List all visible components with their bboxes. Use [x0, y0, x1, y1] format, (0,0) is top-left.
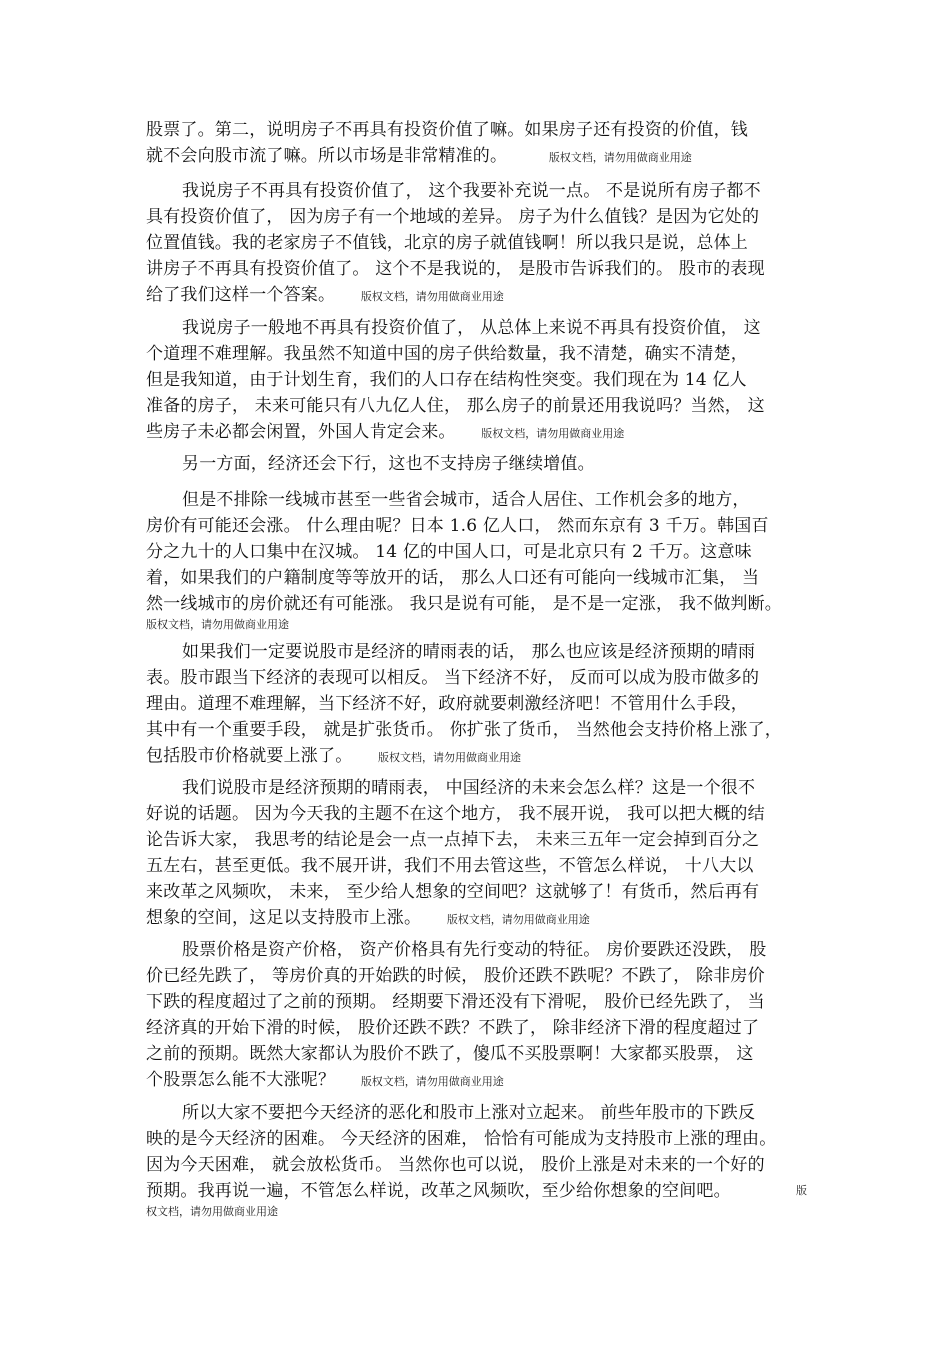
text-line: 映的是今天经济的困难。 今天经济的困难， 恰恰有可能成为支持股市上涨的理由。	[146, 1129, 777, 1149]
text-line: 来改革之风频吹， 未来， 至少给人想象的空间吧？这就够了！有货币，然后再有	[146, 882, 760, 902]
text-line: 位置值钱。我的老家房子不值钱，北京的房子就值钱啊！所以我只是说，总体上	[146, 233, 748, 253]
text-line: 但是不排除一线城市甚至一些省会城市，适合人居住、工作机会多的地方，	[182, 490, 750, 510]
paragraph	[146, 775, 806, 931]
text-line: 另一方面，经济还会下行，这也不支持房子继续增值。	[182, 454, 595, 474]
text-line: 准备的房子， 未来可能只有八九亿人住， 那么房子的前景还用我说吗？当然， 这	[146, 396, 765, 416]
text-line: 想象的空间，这足以支持股市上涨。	[146, 908, 422, 928]
text-line: 预期。我再说一遍，不管怎么样说，改革之风频吹，至少给你想象的空间吧。	[146, 1181, 731, 1201]
text-line: 我说房子一般地不再具有投资价值了， 从总体上来说不再具有投资价值， 这	[182, 318, 761, 338]
copyright-watermark: 版权文档，请勿用做商业用途	[146, 618, 289, 631]
text-line: 房价有可能还会涨。 什么理由呢？日本 1.6 亿人口， 然而东京有 3 千万。韩国百	[146, 516, 769, 536]
paragraph	[146, 315, 806, 445]
text-line: 给了我们这样一个答案。	[146, 285, 336, 305]
text-line-with-watermark	[146, 282, 806, 308]
text-line: 具有投资价值了， 因为房子有一个地域的差异。 房子为什么值钱？是因为它处的	[146, 207, 760, 227]
text-line-with-watermark	[146, 419, 806, 445]
copyright-watermark-head: 版	[796, 1184, 807, 1197]
paragraph	[146, 639, 806, 769]
text-line: 之前的预期。既然大家都认为股价不跌了，傻瓜不买股票啊！大家都买股票， 这	[146, 1044, 754, 1064]
text-line: 些房子未必都会闲置，外国人肯定会来。	[146, 422, 456, 442]
text-line: 因为今天困难， 就会放松货币。 当然你也可以说， 股价上涨是对未来的一个好的	[146, 1155, 765, 1175]
paragraph	[146, 487, 806, 633]
text-line: 讲房子不再具有投资价值了。 这个不是我说的， 是股市告诉我们的。 股市的表现	[146, 259, 765, 279]
text-line: 着，如果我们的户籍制度等等放开的话， 那么人口还有可能向一线城市汇集， 当	[146, 568, 760, 588]
text-line: 股票了。第二，说明房子不再具有投资价值了嘛。如果房子还有投资的价值，钱	[146, 120, 748, 140]
paragraph	[146, 937, 806, 1093]
text-line: 然一线城市的房价就还有可能涨。 我只是说有可能， 是不是一定涨， 我不做判断。	[146, 594, 783, 614]
text-line: 理由。道理不难理解，当下经济不好，政府就要刺激经济吧！不管用什么手段，	[146, 694, 748, 714]
paragraph	[146, 1100, 806, 1220]
copyright-watermark: 版权文档，请勿用做商业用途	[360, 290, 504, 303]
text-line: 就不会向股市流了嘛。所以市场是非常精准的。	[146, 146, 508, 166]
text-line: 下跌的程度超过了之前的预期。 经期要下滑还没有下滑呢， 股价已经先跌了， 当	[146, 992, 765, 1012]
text-line-with-watermark	[146, 905, 806, 931]
text-line: 股票价格是资产价格， 资产价格具有先行变动的特征。 房价要跌还没跌， 股	[182, 940, 767, 960]
text-line: 经济真的开始下滑的时候， 股价还跌不跌？不跌了， 除非经济下滑的程度超过了	[146, 1018, 760, 1038]
copyright-watermark: 版权文档，请勿用做商业用途	[481, 427, 625, 440]
text-line: 论告诉大家， 我思考的结论是会一点一点掉下去， 未来三五年一定会掉到百分之	[146, 830, 760, 850]
text-line: 个道理不难理解。我虽然不知道中国的房子供给数量，我不清楚，确实不清楚，	[146, 344, 748, 364]
text-line: 我们说股市是经济预期的晴雨表， 中国经济的未来会怎么样？这是一个很不	[182, 778, 756, 798]
paragraph	[146, 117, 806, 169]
text-line: 价已经先跌了， 等房价真的开始跌的时候， 股价还跌不跌呢？不跌了， 除非房价	[146, 966, 765, 986]
text-line: 表。股市跟当下经济的表现可以相反。 当下经济不好， 反而可以成为股市做多的	[146, 668, 760, 688]
text-line: 但是我知道，由于计划生育，我们的人口存在结构性突变。我们现在为 14 亿人	[146, 370, 747, 390]
text-line: 五左右，甚至更低。我不展开讲，我们不用去管这些，不管怎么样说， 十八大以	[146, 856, 754, 876]
copyright-watermark-tail: 权文档，请勿用做商业用途	[146, 1205, 278, 1218]
copyright-watermark: 版权文档，请勿用做商业用途	[378, 751, 522, 764]
text-line: 其中有一个重要手段， 就是扩张货币。 你扩张了货币， 当然他会支持价格上涨了，	[146, 720, 783, 740]
text-line-with-watermark	[146, 143, 806, 169]
text-line: 如果我们一定要说股市是经济的晴雨表的话， 那么也应该是经济预期的晴雨	[182, 642, 756, 662]
text-line: 好说的话题。 因为今天我的主题不在这个地方， 我不展开说， 我可以把大概的结	[146, 804, 765, 824]
paragraph	[146, 178, 806, 308]
text-line: 个股票怎么能不大涨呢？	[146, 1070, 336, 1090]
text-line-with-watermark	[146, 743, 806, 769]
text-line-with-watermark	[146, 1067, 806, 1093]
paragraph	[146, 451, 806, 477]
text-line-with-watermark	[146, 1178, 806, 1204]
copyright-watermark: 版权文档，请勿用做商业用途	[446, 913, 590, 926]
copyright-watermark: 版权文档，请勿用做商业用途	[548, 151, 692, 164]
text-line: 包括股市价格就要上涨了。	[146, 746, 353, 766]
text-line: 所以大家不要把今天经济的恶化和股市上涨对立起来。 前些年股市的下跌反	[182, 1103, 756, 1123]
copyright-watermark: 版权文档，请勿用做商业用途	[360, 1075, 504, 1088]
text-line: 分之九十的人口集中在汉城。 14 亿的中国人口，可是北京只有 2 千万。这意味	[146, 542, 752, 562]
text-line: 我说房子不再具有投资价值了， 这个我要补充说一点。 不是说所有房子都不	[182, 181, 761, 201]
